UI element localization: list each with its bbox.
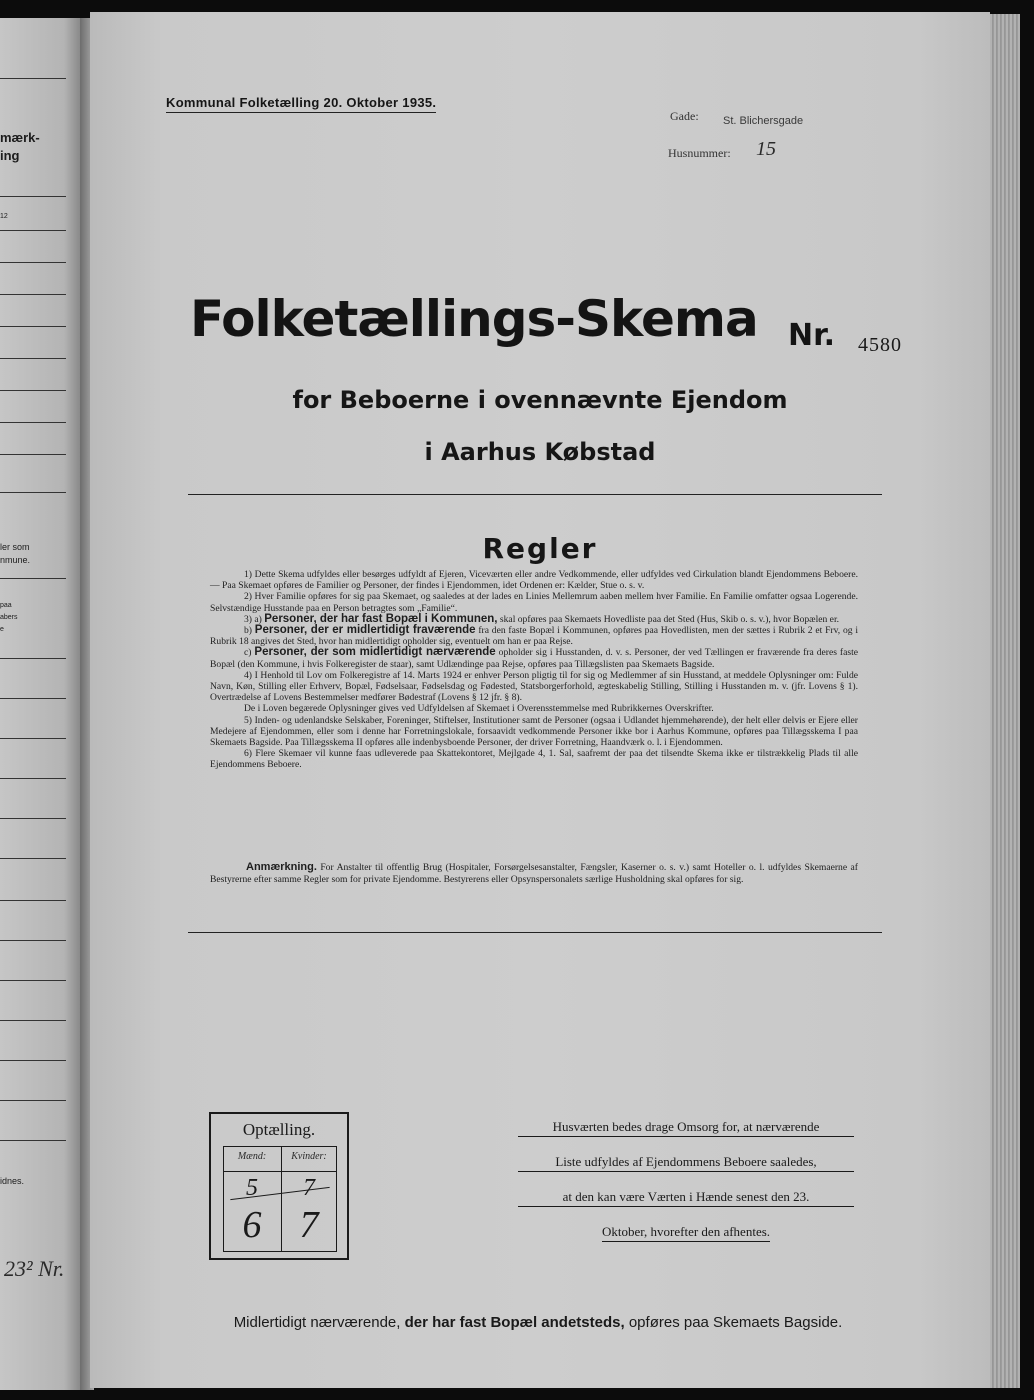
host-notice-line: at den kan være Værten i Hænde senest den 23. [518,1189,854,1207]
women-struck-value: 7 [303,1175,315,1201]
rule-2: 2) Hver Familie opføres for sig paa Skemaet, og saaledes at der lades en Linies Mellemrum aaben mellem hver Familie. En Familie omfatter ogsaa Logerende. Selvstændige Husstande paa en Person betragtes som „Familie“. [210,591,858,614]
left-page-fragment [0,18,80,1390]
handwritten-note: 23² Nr. [4,1256,65,1281]
divider [188,494,882,495]
left-page-text: ler som [0,542,30,552]
rule-3c-emphasis: Personer, der som midlertidigt nærværende [254,646,496,659]
rule-3b-text: fra den faste Bopæl i Kommunen, opføres paa Hovedlisten, men der sættes i Rubrik 2 et Frv, og i Rubrik 18 angives det Sted, hvor han midlertidigt opholder sig, eventuelt om han er paa Rejse. [210,625,858,648]
left-page-text: ing [0,148,20,163]
rule-3c [210,647,858,669]
ruled-line [0,196,66,197]
ruled-line [0,454,66,455]
left-page-text: abers [0,614,18,621]
ruled-line [0,1060,66,1061]
form-number-label: Nr. [788,318,836,353]
ruled-line [0,858,66,859]
rule-1: 1) Dette Skema udfyldes eller besørges udfyldt af Ejeren, Viceværten eller andre Vedkommende, eller udfyldes ved Cirkulation blandt Ejendommens Beboere. — Paa Skemaet opføres de Familier og Personer, der findes i Ejendommen, idet Ordenen er: Kælder, Stue o. s. v. [210,569,858,592]
street-label: Gade: [670,109,699,123]
footer-part2: der har fast Bopæl andetsteds, [404,1314,625,1331]
ruled-line [0,492,66,493]
ruled-line [0,1140,66,1141]
host-notice-line: Liste udfyldes af Ejendommens Beboere saaledes, [518,1154,854,1172]
rule-3a-emphasis: Personer, der har fast Bopæl i Kommunen, [264,612,498,625]
survey-title: Kommunal Folketælling 20. Oktober 1935. [166,95,436,113]
rules-heading: Regler [482,532,598,565]
rule-3c-prefix: c) [244,647,252,659]
rule-5: 5) Inden- og udenlandske Selskaber, Foreninger, Stiftelser, Institutioner samt de Personer (ogsaa i Udlandet hjemmehørende), der helt eller delvis er Ejere eller Medejere af Ejendommen, eller som i denne har Forretningslokale, forsaavidt vedkommende Personer ikke bor i Aarhus Kommune, opføres paa Tillægsskema I paa Skemaets Bagside. Paa Tillægsskema II opføres alle indenbysboende Personer, der driver Forretning, Haandværk o. l. i Ejendommen. [210,714,858,749]
ruled-line [0,818,66,819]
rules-body [210,569,858,771]
ruled-line [0,900,66,901]
street-value: St. Blichersgade [723,115,804,127]
remark-label: Anmærkning. [246,861,317,873]
host-notice-line: Husværten bedes drage Omsorg for, at nærværende [518,1119,854,1137]
footer-part1: Midlertidigt nærværende, [233,1314,401,1331]
footer-part3: opføres paa Skemaets Bagside. [628,1314,843,1331]
count-table [223,1146,337,1252]
rule-3a-prefix: 3) a) [244,613,262,625]
rule-3c-text: opholder sig i Husstanden, d. v. s. Personer, der ved Tællingen er fraværende fra deres faste Bopæl (den Kommune, i hvis Folkeregister de staar), samt Udlændinge paa Rejse, opføres paa Tillægslisten paa Skemaets Bagside. [210,647,859,670]
page-edges [990,14,1020,1388]
men-count: 6 [242,1204,262,1246]
rule-4b: De i Loven begærede Oplysninger gives ved Udfyldelsen af Skemaet i Overensstemmelse med Rubrikkernes Overskrifter. [244,703,714,715]
ruled-line [0,778,66,779]
ruled-line [0,294,66,295]
left-page-text: mærk- [0,130,40,145]
ruled-line [0,980,66,981]
ruled-line [0,78,66,79]
ruled-line [0,390,66,391]
ruled-line [0,658,66,659]
rule-3b-emphasis: Personer, der er midlertidigt fraværende [254,624,476,637]
left-page-text: paa [0,602,12,609]
rule-3b [210,625,858,647]
house-number-value: 15 [756,138,776,160]
ruled-line [0,698,66,699]
subtitle-city: i Aarhus Købstad [424,438,656,466]
left-page-text: 12 [0,213,8,220]
ruled-line [0,1020,66,1021]
ruled-line [0,230,66,231]
rule-3b-prefix: b) [244,625,252,637]
house-number-label: Husnummer: [668,146,731,160]
left-page-text: nmune. [0,555,31,565]
ruled-line [0,940,66,941]
header-divider [224,1171,336,1172]
form-title: Folketællings-Skema [190,290,758,348]
ruled-line [0,422,66,423]
left-page-text: idnes. [0,1176,25,1186]
census-form-page [90,12,990,1388]
count-box [209,1112,349,1260]
ruled-line [0,358,66,359]
remark-text: For Anstalter til offentlig Brug (Hospitaler, Forsørgelsesanstalter, Fængsler, Kaserner o. s. v.) samt Hoteller o. l. udfyldes Skemaerne af Bestyrerne efter samme Regler som for private Ejendomme. Bestyrerens eller Opsynspersonalets særlige Husholdning skal opføres for sig. [210,862,858,885]
ruled-line [0,262,66,263]
ruled-line [0,738,66,739]
ruled-line [0,326,66,327]
men-label: Mænd: [237,1151,267,1162]
host-notice-line: Oktober, hvorefter den afhentes. [602,1224,770,1242]
men-struck-value: 5 [246,1175,258,1201]
subtitle-residents: for Beboerne i ovennævnte Ejendom [292,386,788,414]
women-label: Kvinder: [291,1151,327,1162]
footer-note [188,1314,888,1331]
women-count: 7 [299,1204,319,1246]
count-title: Optælling. [242,1120,316,1139]
rule-3a-text: skal opføres paa Skemaets Hovedliste paa det Sted (Hus, Skib o. s. v.), hvor Bopælen er. [499,613,840,625]
rule-6: 6) Flere Skemaer vil kunne faas udleverede paa Skattekontoret, Mejlgade 4, 1. Sal, saafremt der paa det tilsendte Skema ikke er tilstrækkelig Plads til alle Ejendommens Beboere. [210,748,858,771]
divider [188,932,882,933]
ruled-line [0,1100,66,1101]
remark [210,862,858,885]
left-page-text: e [0,626,4,633]
host-notice [518,1119,854,1242]
ruled-line [0,578,66,579]
form-number-value: 4580 [858,334,902,356]
rule-4: 4) I Henhold til Lov om Folkeregistre af 14. Marts 1924 er enhver Person pligtig til for sig og Medlemmer af sin Husstand, at meddele Oplysninger om: Fulde Navn, Køn, Stilling eller Erhverv, Bopæl, Fødselsaar, Fødselsdag og Fødested, Statsborgerforhold, ægteskabelig Stilling, Stilling i Husstanden m. v. (jfr. Lovens § 1). Overtrædelse af Lovens Bestemmelser medfører Bødestraf (Lovens § 12 jfr. § 8). [210,669,858,704]
